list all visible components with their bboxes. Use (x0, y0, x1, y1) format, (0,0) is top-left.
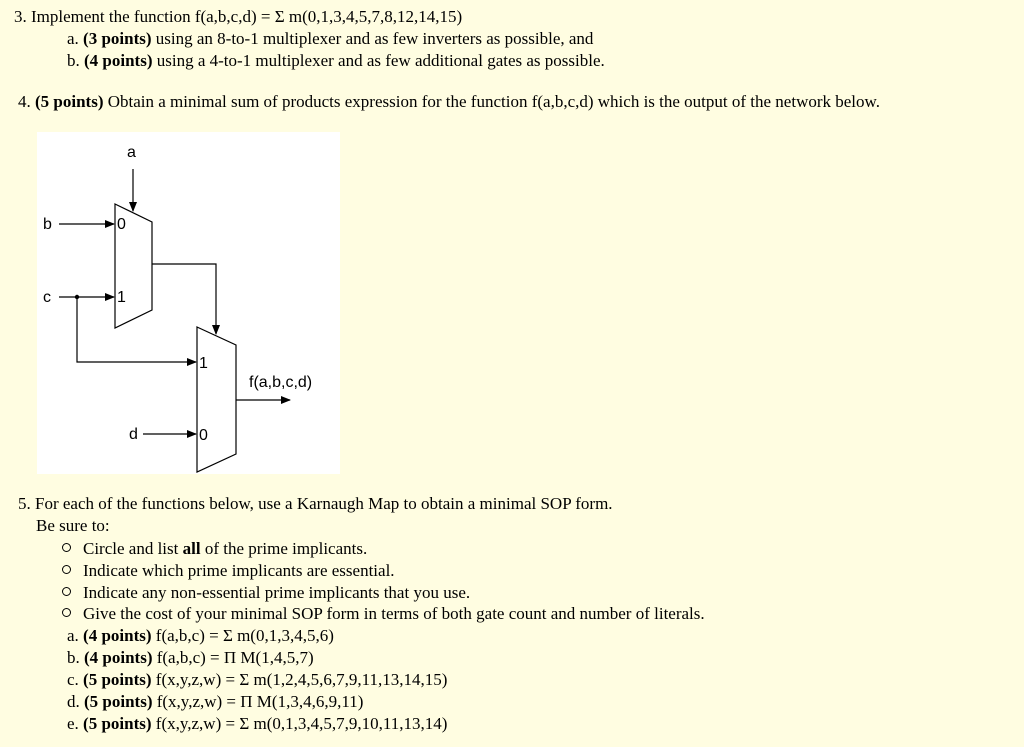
part-expression: f(a,b,c) = Σ m(0,1,3,4,5,6) (155, 626, 334, 645)
bullet-icon (62, 543, 71, 552)
q5-be-sure: Be sure to: (36, 516, 110, 535)
q3b-text: using a 4-to-1 multiplexer and as few additional gates as possible. (156, 51, 605, 70)
q3-part-a (67, 29, 593, 49)
part-expression: f(a,b,c) = Π M(1,4,5,7) (156, 648, 314, 667)
q5-part-b (67, 648, 314, 668)
part-expression: f(x,y,z,w) = Σ m(0,1,3,4,5,7,9,10,11,13,14) (155, 714, 448, 733)
mux2-input-0: 0 (199, 427, 208, 444)
part-expression: f(x,y,z,w) = Σ m(1,2,4,5,6,7,9,11,13,14,15) (155, 670, 448, 689)
part-points: (5 points) (83, 714, 152, 733)
q5-part-e (67, 714, 447, 734)
q3b-points: (4 points) (84, 51, 153, 70)
part-points: (5 points) (83, 670, 152, 689)
q3-part-b (67, 51, 605, 71)
label-c: c (43, 289, 51, 306)
part-label: e. (67, 714, 79, 733)
bullet-icon (62, 587, 71, 596)
label-b: b (43, 216, 52, 233)
label-a: a (127, 144, 136, 161)
bullet2-text: Indicate which prime implicants are essential. (83, 561, 395, 580)
q5-stem (18, 494, 613, 514)
bullet-icon (62, 565, 71, 574)
q4-number: 4. (18, 92, 31, 111)
output-label: f(a,b,c,d) (249, 374, 313, 391)
part-points: (4 points) (84, 648, 153, 667)
wire-mux1-out (152, 264, 216, 334)
part-label: d. (67, 692, 80, 711)
q5-number: 5. (18, 494, 31, 513)
q5-bullet-3 (62, 583, 470, 603)
bullet1-pre: Circle and list (83, 539, 179, 558)
q5-text: For each of the functions below, use a Karnaugh Map to obtain a minimal SOP form. (35, 494, 613, 513)
junction-c (75, 295, 79, 299)
mux1-input-1: 1 (117, 289, 126, 306)
q5-bullet-4 (62, 604, 705, 624)
q5-part-d (67, 692, 363, 712)
bullet3-text: Indicate any non-essential prime implicants that you use. (83, 583, 471, 602)
q3a-label: a. (67, 29, 79, 48)
mux2-input-1: 1 (199, 355, 208, 372)
part-label: c. (67, 670, 79, 689)
q3-stem (14, 7, 462, 27)
mux-network-svg (37, 132, 340, 474)
q5-part-a (67, 626, 334, 646)
bullet1-bold: all (182, 539, 201, 558)
q5-bullet-2 (62, 561, 395, 581)
q4-stem (18, 92, 880, 112)
part-points: (4 points) (83, 626, 152, 645)
q3-text: Implement the function f(a,b,c,d) = Σ m(0,1,3,4,5,7,8,12,14,15) (31, 7, 463, 26)
label-d: d (129, 426, 138, 443)
mux2-shape (197, 327, 236, 472)
q3-number: 3. (14, 7, 27, 26)
part-points: (5 points) (84, 692, 153, 711)
bullet1-post: of the prime implicants. (204, 539, 368, 558)
part-expression: f(x,y,z,w) = Π M(1,3,4,6,9,11) (156, 692, 364, 711)
bullet4-text: Give the cost of your minimal SOP form in terms of both gate count and number of literals. (83, 604, 705, 623)
part-label: b. (67, 648, 80, 667)
q3a-text: using an 8-to-1 multiplexer and as few inverters as possible, and (155, 29, 594, 48)
q5-part-c (67, 670, 447, 690)
part-label: a. (67, 626, 79, 645)
q3a-points: (3 points) (83, 29, 152, 48)
q4-text: Obtain a minimal sum of products expression for the function f(a,b,c,d) which is the output of the network below. (107, 92, 880, 111)
bullet-icon (62, 608, 71, 617)
q4-points: (5 points) (35, 92, 104, 111)
mux1-input-0: 0 (117, 216, 126, 233)
q3b-label: b. (67, 51, 80, 70)
mux-network-diagram (37, 132, 340, 474)
q5-bullet-1 (62, 539, 367, 559)
